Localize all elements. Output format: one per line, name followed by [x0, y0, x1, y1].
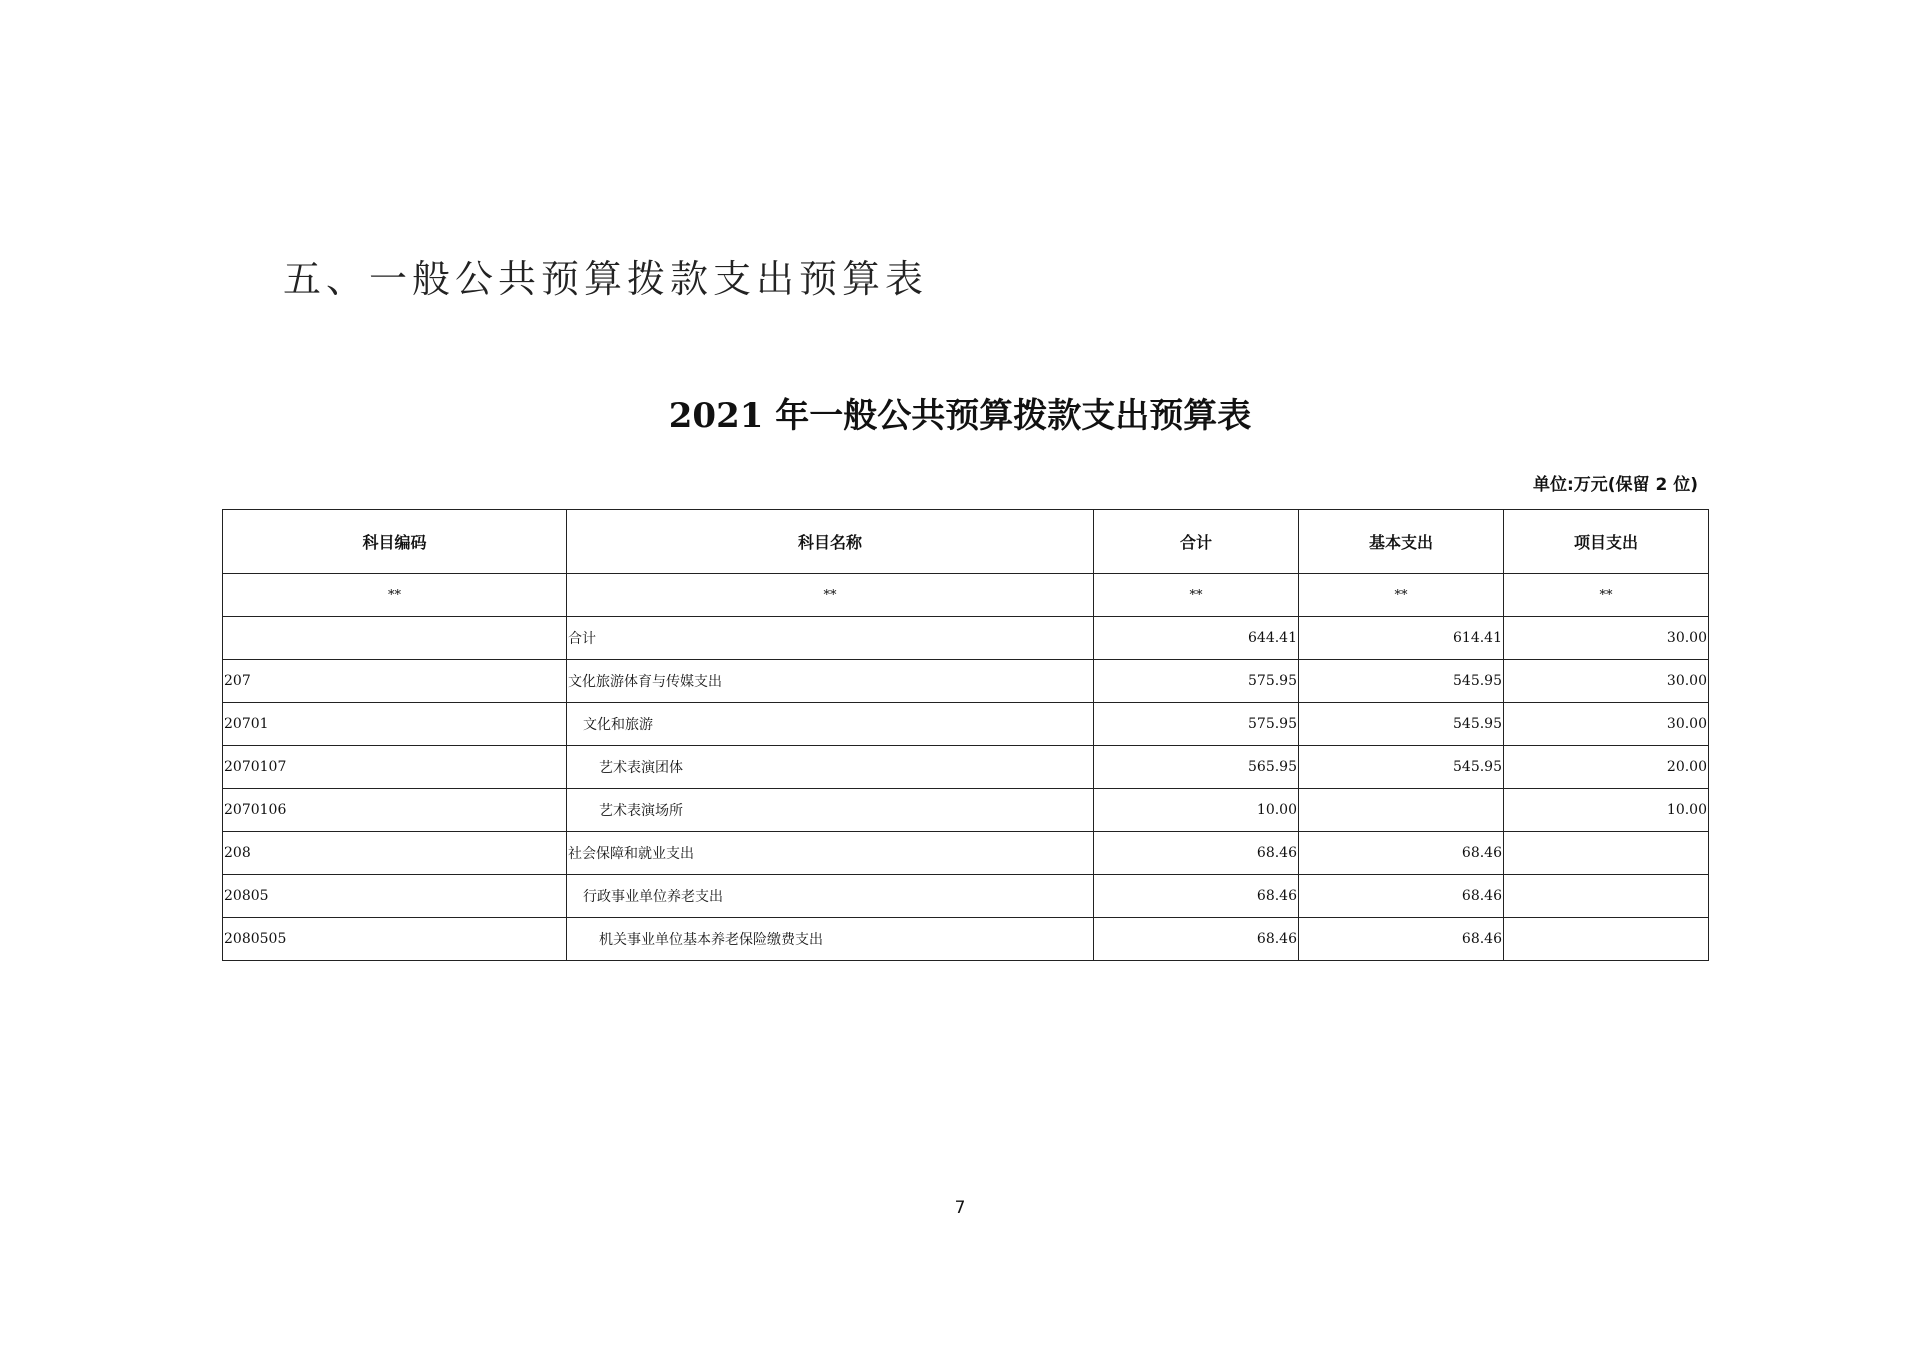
cell-code: 2070106 [223, 789, 567, 832]
table-title: 2021 年一般公共预算拨款支出预算表 [668, 396, 1252, 436]
marker-cell: ** [223, 574, 567, 617]
cell-name: 行政事业单位养老支出 [567, 875, 1094, 918]
cell-basic: 545.95 [1299, 746, 1504, 789]
table-row [223, 703, 1709, 746]
section-heading: 五、一般公共预算拨款支出预算表 [283, 257, 929, 301]
cell-name: 机关事业单位基本养老保险缴费支出 [567, 918, 1094, 961]
cell-name: 合计 [567, 617, 1094, 660]
cell-project [1504, 832, 1709, 875]
marker-cell: ** [567, 574, 1094, 617]
cell-total: 68.46 [1094, 875, 1299, 918]
cell-code: 20701 [223, 703, 567, 746]
cell-basic: 614.41 [1299, 617, 1504, 660]
page-number: 7 [954, 1198, 966, 1218]
cell-code: 20805 [223, 875, 567, 918]
cell-project: 10.00 [1504, 789, 1709, 832]
cell-code: 208 [223, 832, 567, 875]
column-header-project: 项目支出 [1504, 510, 1709, 574]
cell-code: 2070107 [223, 746, 567, 789]
cell-basic: 545.95 [1299, 660, 1504, 703]
cell-total: 10.00 [1094, 789, 1299, 832]
cell-total: 575.95 [1094, 660, 1299, 703]
cell-basic: 68.46 [1299, 918, 1504, 961]
budget-table [222, 509, 1709, 961]
cell-name: 文化和旅游 [567, 703, 1094, 746]
cell-project: 20.00 [1504, 746, 1709, 789]
cell-basic: 68.46 [1299, 875, 1504, 918]
cell-total: 644.41 [1094, 617, 1299, 660]
column-header-basic: 基本支出 [1299, 510, 1504, 574]
cell-code [223, 617, 567, 660]
cell-code: 207 [223, 660, 567, 703]
cell-total: 565.95 [1094, 746, 1299, 789]
table-row [223, 789, 1709, 832]
column-header-code: 科目编码 [223, 510, 567, 574]
marker-cell: ** [1504, 574, 1709, 617]
cell-basic [1299, 789, 1504, 832]
table-row [223, 746, 1709, 789]
table-header-row [223, 510, 1709, 574]
column-header-name: 科目名称 [567, 510, 1094, 574]
table-row [223, 875, 1709, 918]
column-header-total: 合计 [1094, 510, 1299, 574]
cell-total: 68.46 [1094, 918, 1299, 961]
cell-total: 68.46 [1094, 832, 1299, 875]
unit-note: 单位:万元(保留 2 位) [1532, 475, 1698, 495]
cell-project: 30.00 [1504, 703, 1709, 746]
table-row [223, 832, 1709, 875]
marker-cell: ** [1094, 574, 1299, 617]
table-row [223, 918, 1709, 961]
marker-row [223, 574, 1709, 617]
cell-project [1504, 875, 1709, 918]
cell-name: 社会保障和就业支出 [567, 832, 1094, 875]
cell-code: 2080505 [223, 918, 567, 961]
cell-project: 30.00 [1504, 660, 1709, 703]
cell-total: 575.95 [1094, 703, 1299, 746]
cell-name: 艺术表演场所 [567, 789, 1094, 832]
cell-basic: 68.46 [1299, 832, 1504, 875]
cell-name: 艺术表演团体 [567, 746, 1094, 789]
marker-cell: ** [1299, 574, 1504, 617]
cell-project [1504, 918, 1709, 961]
table-row [223, 660, 1709, 703]
table-row [223, 617, 1709, 660]
cell-project: 30.00 [1504, 617, 1709, 660]
cell-name: 文化旅游体育与传媒支出 [567, 660, 1094, 703]
cell-basic: 545.95 [1299, 703, 1504, 746]
